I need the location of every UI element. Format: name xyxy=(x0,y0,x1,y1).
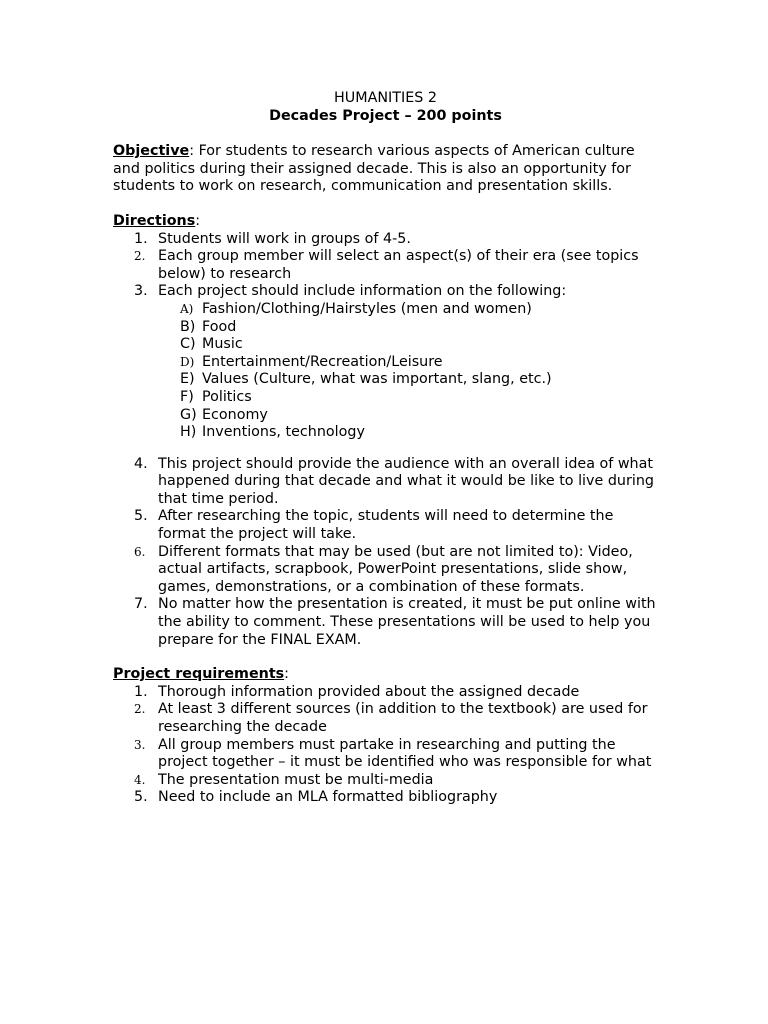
topic-text: Food xyxy=(202,318,237,335)
list-item-text: Thorough information provided about the assigned decade xyxy=(158,683,580,700)
list-number: 5. xyxy=(134,508,148,525)
list-number: 3. xyxy=(134,283,148,300)
topic-letter: H) xyxy=(180,424,197,441)
topic-letter: B) xyxy=(180,318,196,335)
list-item xyxy=(113,544,658,597)
list-item-text: Each project should include information on the following: xyxy=(158,283,567,300)
project-title: Decades Project – 200 points xyxy=(269,107,502,124)
requirements-heading: Project requirements xyxy=(113,666,285,683)
list-item-text: The presentation must be multi-media xyxy=(158,771,434,788)
topics-list xyxy=(113,301,658,442)
list-item xyxy=(113,596,658,649)
list-item-text: Different formats that may be used (but are not limited to): Video, actual artifacts, scrapbook, PowerPoint presentations, slide show, games, demonstrations, or a combination of these formats. xyxy=(158,543,633,595)
directions-list xyxy=(113,231,658,301)
list-item xyxy=(113,508,658,543)
topic-letter: D) xyxy=(180,354,195,369)
list-item-text: This project should provide the audience with an overall idea of what happened during that decade and what it would be like to live during that time period. xyxy=(158,455,654,507)
list-item xyxy=(113,456,658,509)
topic-text: Music xyxy=(202,336,243,353)
topic-item xyxy=(113,354,658,372)
topic-text: Values (Culture, what was important, slang, etc.) xyxy=(202,371,552,388)
list-number: 3. xyxy=(134,737,146,752)
list-item-text: Need to include an MLA formatted bibliography xyxy=(158,789,498,806)
requirements-list xyxy=(113,684,658,807)
topic-letter: C) xyxy=(180,336,196,353)
document-page xyxy=(113,90,658,807)
topic-item xyxy=(113,389,658,407)
list-number: 6. xyxy=(134,544,146,559)
spacer xyxy=(113,125,658,143)
topic-letter: F) xyxy=(180,388,194,405)
directions-list-continued xyxy=(113,456,658,650)
list-item-text: After researching the topic, students will need to determine the format the project will take. xyxy=(158,508,614,543)
list-item-text: Each group member will select an aspect(s) of their era (see topics below) to research xyxy=(158,248,639,282)
spacer xyxy=(113,442,658,456)
requirements-colon: : xyxy=(284,666,289,683)
requirements-heading-line xyxy=(113,666,658,684)
list-item-text: Students will work in groups of 4-5. xyxy=(158,230,411,247)
topic-text: Economy xyxy=(202,406,268,423)
objective-heading: Objective xyxy=(113,143,190,160)
topic-letter: E) xyxy=(180,371,195,388)
topic-text: Entertainment/Recreation/Leisure xyxy=(202,353,443,370)
list-number: 1. xyxy=(134,683,148,700)
topic-item xyxy=(113,424,658,442)
list-number: 4. xyxy=(134,772,146,787)
topic-item xyxy=(113,407,658,425)
list-item-text: At least 3 different sources (in addition to the textbook) are used for researching the decade xyxy=(158,701,648,735)
topic-letter: G) xyxy=(180,406,197,423)
topic-item xyxy=(113,336,658,354)
topic-item xyxy=(113,371,658,389)
directions-colon: : xyxy=(195,212,201,229)
list-item xyxy=(113,248,658,283)
list-number: 2. xyxy=(134,702,146,717)
list-item xyxy=(113,701,658,736)
list-item-text: All group members must partake in researching and putting the project together – it must be identified who was responsible for what xyxy=(158,736,652,771)
objective-text: : For students to research various aspects of American culture and politics during their assigned decade. This is also an opportunity for students to work on research, communication and presentation skills. xyxy=(113,143,635,195)
topic-item xyxy=(113,319,658,337)
directions-heading: Directions xyxy=(113,212,196,229)
topic-letter: A) xyxy=(180,301,194,316)
directions-heading-line xyxy=(113,213,658,231)
list-number: 4. xyxy=(134,455,148,472)
list-item-text: No matter how the presentation is created, it must be put online with the ability to comment. These presentations will be used to help you prepare for the FINAL EXAM. xyxy=(158,596,656,648)
spacer xyxy=(113,196,658,213)
course-title: HUMANITIES 2 xyxy=(334,90,437,106)
topic-item xyxy=(113,301,658,319)
list-item xyxy=(113,789,658,807)
list-number: 7. xyxy=(134,596,148,613)
list-item xyxy=(113,737,658,772)
list-number: 5. xyxy=(134,789,148,806)
spacer xyxy=(113,649,658,666)
list-number: 1. xyxy=(134,230,148,247)
list-item xyxy=(113,283,658,301)
topic-text: Inventions, technology xyxy=(202,424,365,441)
list-number: 2. xyxy=(134,249,146,264)
topic-text: Politics xyxy=(202,388,252,405)
objective-paragraph xyxy=(113,143,658,196)
list-item xyxy=(113,772,658,790)
topic-text: Fashion/Clothing/Hairstyles (men and women) xyxy=(202,300,532,317)
list-item xyxy=(113,684,658,702)
list-item xyxy=(113,231,658,249)
